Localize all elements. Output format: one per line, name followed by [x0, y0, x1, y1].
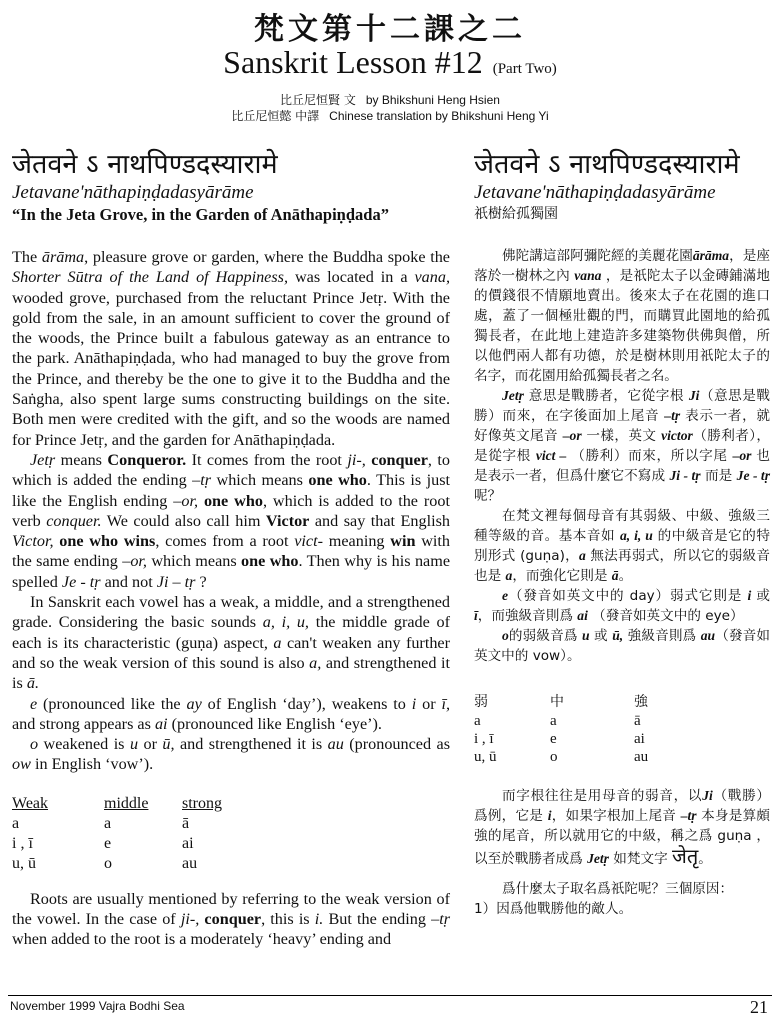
- chinese-column: [474, 148, 770, 919]
- text: Victor,: [12, 532, 54, 551]
- table-cell: i , ī: [474, 730, 494, 747]
- text: 強級音則爲: [623, 628, 701, 644]
- text: i: [747, 588, 752, 603]
- text: Je - tṛ: [736, 468, 770, 483]
- text: 呢？: [474, 488, 502, 504]
- text: conquer: [365, 450, 428, 469]
- text: Ji: [688, 388, 700, 403]
- title-part: (Part Two): [492, 61, 557, 77]
- text: ，是座落於一樹林之內: [474, 248, 771, 284]
- text: . Then why is his name spelled: [12, 552, 451, 591]
- english-body: [12, 247, 450, 775]
- transliteration: Jetavane'nāthapiṇḍadasyārāme: [12, 182, 254, 203]
- text: 1）因爲他戰勝他的敵人。: [474, 901, 633, 917]
- table-cell: au: [634, 748, 649, 765]
- transliteration: Jetavane'nāthapiṇḍadasyārāme: [474, 182, 716, 203]
- text: In Sanskrit each vowel has a weak, a middle, and a strengthened grade. Considering the basic sounds: [12, 593, 450, 632]
- column-header: Weak: [12, 794, 49, 812]
- chinese-title: 梵文第十二課之二: [254, 12, 526, 47]
- text: a: [273, 633, 282, 652]
- text: when added to the root is a moderately ‘heavy’ ending and: [12, 930, 392, 949]
- text: Je - tṛ: [61, 572, 101, 591]
- text: vana,: [414, 268, 450, 287]
- text: ，如果字根加上尾音: [551, 808, 681, 824]
- text: Jetṛ: [30, 450, 56, 469]
- text: –tṛ: [192, 471, 212, 490]
- text: , to which is added the ending: [12, 450, 451, 490]
- text: and not: [100, 572, 157, 591]
- paragraph: [474, 246, 770, 386]
- text: ū,: [162, 735, 175, 754]
- text: （發音如英文中的 day）弱式它則是: [508, 588, 748, 604]
- text: ai: [577, 608, 588, 623]
- text: (pronounced as: [343, 735, 451, 754]
- paragraph: [474, 386, 770, 506]
- table-header-row: [12, 793, 222, 815]
- text: 表示一者，就好像英文尾音: [474, 408, 770, 444]
- text: with the same ending: [12, 532, 451, 571]
- text: one who: [241, 552, 299, 571]
- devanagari-word: जेतृ: [672, 844, 699, 868]
- text: ji-,: [180, 910, 200, 929]
- table-row: [12, 815, 222, 835]
- text: a, i, u: [619, 528, 653, 543]
- text: –or,: [173, 491, 199, 510]
- table-row: [474, 748, 648, 766]
- table-cell: u, ū: [12, 854, 36, 872]
- table-cell: o: [550, 748, 558, 765]
- text: 而字根往往是用母音的弱音，以: [502, 788, 703, 804]
- table-cell: a: [104, 814, 112, 832]
- chinese-body: [474, 246, 770, 666]
- text: –tṛ: [680, 808, 697, 823]
- text: e: [30, 694, 38, 713]
- text: e: [502, 588, 509, 603]
- text: win: [390, 532, 416, 551]
- table-cell: ā: [182, 814, 190, 832]
- author-credit-en: by Bhikshuni Heng Hsien: [365, 93, 500, 107]
- text: i: [547, 808, 552, 823]
- text: （勝利）而來，所以字尾: [566, 448, 733, 464]
- table-cell: o: [104, 854, 112, 872]
- footer-issue: November 1999 Vajra Bodhi Sea: [10, 999, 185, 1013]
- text: We could also call him: [101, 511, 266, 530]
- table-cell: a: [12, 814, 20, 832]
- paragraph: [474, 626, 770, 666]
- text: –tṛ: [431, 910, 451, 929]
- text: ，而強化它則是: [512, 568, 612, 584]
- text: one who wins: [53, 532, 156, 551]
- text: one who: [308, 471, 367, 490]
- text: conquer.: [46, 511, 102, 530]
- paragraph: [12, 247, 450, 450]
- text: 意思是戰勝者，它從字根: [523, 388, 689, 404]
- text: ji-,: [347, 450, 366, 469]
- text: ay: [186, 694, 202, 713]
- footer-rule: [8, 995, 772, 996]
- table-cell: ā: [634, 712, 641, 729]
- column-header: middle: [104, 794, 149, 812]
- text: ai: [154, 714, 168, 733]
- table-row: [474, 712, 648, 730]
- text: ā: [611, 568, 619, 583]
- text: ū,: [612, 628, 624, 643]
- text: was located in a: [288, 268, 415, 287]
- text: or: [138, 735, 163, 754]
- page-number: 21: [750, 997, 768, 1017]
- text: Roots are usually mentioned by referring to the weak version of the vowel. In the case of: [12, 889, 450, 929]
- table-cell: e: [104, 834, 112, 852]
- text: ow: [12, 755, 31, 774]
- column-header: strong: [182, 794, 222, 812]
- text: Jetṛ: [587, 851, 609, 866]
- paragraph: [12, 889, 450, 950]
- translator-credit: [0, 107, 780, 124]
- text: vana: [574, 268, 602, 283]
- text: –or: [732, 448, 752, 463]
- text: victor: [661, 428, 693, 443]
- text: The: [12, 248, 42, 266]
- devanagari-heading: जेतवने ऽ नाथपिण्डदस्यारामे: [12, 149, 278, 180]
- text: 如梵文字: [608, 851, 673, 867]
- text: 。: [618, 568, 633, 584]
- author-credit-cn: 比丘尼恒賢 文: [280, 93, 356, 107]
- text: 。: [698, 851, 712, 867]
- text: Ji – tṛ: [156, 572, 196, 591]
- text: 佛陀講這部阿彌陀經的美麗花園: [502, 248, 693, 264]
- text: a: [578, 548, 586, 563]
- text: Shorter Sūtra of the Land of Happiness,: [12, 268, 289, 287]
- vowel-grade-table: [12, 793, 222, 875]
- text: 或: [589, 628, 613, 644]
- paragraph: [474, 586, 770, 626]
- translator-credit-en: Chinese translation by Bhikshuni Heng Yi: [329, 109, 549, 123]
- paragraph: [474, 879, 770, 919]
- text: ī,: [441, 694, 450, 713]
- text: vict –: [535, 448, 567, 463]
- text: （勝利者），是從字根: [474, 428, 770, 464]
- text: o: [30, 735, 39, 754]
- paragraph: [12, 450, 450, 592]
- text: weakened is: [38, 735, 130, 754]
- text: ī: [474, 608, 478, 623]
- table-cell: a: [474, 712, 481, 729]
- text: in English ‘vow’).: [30, 755, 154, 774]
- paragraph: [12, 694, 450, 735]
- text: one who: [198, 491, 263, 510]
- text: and strong appears as: [12, 714, 155, 733]
- text: vict-: [294, 532, 324, 551]
- text: . This is just like the English ending: [12, 471, 450, 510]
- text: o: [502, 628, 509, 643]
- text: ā.: [26, 674, 39, 693]
- text: u: [582, 628, 590, 643]
- column-header: 弱: [474, 694, 488, 710]
- column-header: 中: [550, 694, 564, 710]
- author-credit: [0, 91, 780, 108]
- text: ，是祇陀太子以金磚鋪滿地的價錢很不情願地賣出。後來太子在花園的進口處，蓋了一個極壯觀的門，而購買此園地的給孤獨長者，在此地上建造許多建築物供佛與僧，所以他們兩人都有功德，於是樹林則用祇陀太子的名字，而花園用給孤獨長者之名。: [474, 268, 770, 384]
- text: wooded grove, purchased from the reluctant Prince Jetṛ. With the gold from the sale, in an amount sufficient to cover the ground of the woods, the Prince built a fabulous gateway as an entrance to the park. Anāthapiṇḍada, who had managed to buy the grove from the Prince, and thereby be the one to give it to the Buddha and the Saṅgha, also spent large sums constructing buildings on the site. Both men were credited with the gift, and so the woods are named for Prince Jetṛ, and the garden for Anāthapiṇḍada.: [12, 288, 450, 449]
- title-text: Sanskrit Lesson #12: [223, 44, 483, 80]
- text: ārāma: [41, 248, 85, 266]
- vowel-grade-table-cn: [474, 690, 648, 766]
- text: 本身是算頗強的尾音，所以就用它的中級，稱之爲 guṇa ，以至於戰勝者成爲: [474, 808, 771, 867]
- text: a: [505, 568, 513, 583]
- text: Victor: [265, 511, 310, 530]
- chinese-body-continued: [474, 786, 770, 919]
- paragraph: [12, 734, 450, 775]
- table-row: [474, 730, 648, 748]
- text: means: [55, 450, 108, 469]
- chinese-translation: 祇樹給孤獨園: [474, 206, 558, 222]
- text: the middle grade of each is its characteristic (guṇa) aspect,: [12, 613, 451, 652]
- text: （發音如英文中的 eye）: [587, 608, 744, 624]
- english-body-continued: [12, 889, 450, 950]
- text: Conqueror.: [107, 450, 187, 469]
- text: （發音如英文中的 vow）。: [474, 628, 770, 664]
- column-header: 強: [634, 694, 648, 710]
- devanagari-heading: जेतवने ऽ नाथपिण्डदस्यारामे: [474, 149, 740, 180]
- table-row: [12, 835, 222, 855]
- page-title: [0, 44, 780, 81]
- text: Ji - tṛ: [669, 468, 701, 483]
- text: and strengthened it is: [12, 653, 450, 693]
- text: ，而強級音則爲: [477, 608, 578, 624]
- table-cell: u, ū: [474, 748, 497, 765]
- paragraph: [474, 786, 770, 869]
- text: a, i, u,: [262, 613, 309, 632]
- text: meaning: [323, 532, 391, 551]
- text: au: [327, 735, 344, 754]
- text: or: [416, 694, 442, 713]
- text: 一樣，英文: [581, 428, 662, 444]
- text: ?: [195, 572, 207, 591]
- text: au: [700, 628, 716, 643]
- table-cell: ai: [634, 730, 645, 747]
- text: （意思是戰勝）而來，在字後面加上尾音: [474, 388, 770, 424]
- text: (pronounced like English ‘eye’).: [167, 714, 382, 733]
- text: 也是表示一者，但爲什麼它不寫成: [474, 448, 770, 484]
- text: It comes from the root: [186, 450, 348, 469]
- text: Ji: [702, 788, 713, 803]
- text: u: [129, 735, 139, 754]
- paragraph: [474, 506, 770, 586]
- text: can't weaken any further and so the weak version of this sound is also: [12, 633, 450, 672]
- text: which means: [211, 471, 309, 490]
- text: 或: [751, 588, 770, 604]
- table-cell: au: [182, 854, 198, 872]
- text: and strengthened it is: [174, 735, 328, 754]
- text: 的弱級音爲: [508, 628, 583, 644]
- text: (pronounced like the: [37, 694, 187, 713]
- text: of English ‘day’), weakens to: [201, 694, 412, 713]
- text: , this is: [261, 910, 315, 929]
- table-header-row: [474, 690, 648, 712]
- table-cell: e: [550, 730, 557, 747]
- text: 無法再弱式，所以它的弱級音也是: [474, 548, 770, 584]
- text: ārāma: [692, 248, 730, 263]
- text: and say that English: [309, 511, 450, 530]
- text: –or: [562, 428, 582, 443]
- text: a,: [309, 653, 322, 672]
- table-row: [12, 855, 222, 875]
- text: Jetṛ: [502, 388, 524, 403]
- text: , pleasure grove or garden, where the Buddha spoke the: [84, 248, 450, 266]
- english-translation: “In the Jeta Grove, in the Garden of Anāthapiṇḍada”: [12, 205, 389, 224]
- text: which means: [146, 552, 242, 571]
- translator-credit-cn: 比丘尼恒懿 中譯: [231, 109, 320, 123]
- text: i.: [314, 910, 324, 929]
- table-cell: ai: [182, 834, 194, 852]
- english-column: [12, 148, 450, 950]
- text: 的中級音是它的特別形式 (guṇa)，: [474, 528, 770, 564]
- text: 在梵文裡每個母音有其弱級、中級、強級三種等級的音。基本音如: [474, 508, 770, 544]
- table-cell: a: [550, 712, 557, 729]
- text: , which is added to the root verb: [12, 491, 450, 530]
- text: , comes from a root: [155, 532, 295, 551]
- paragraph: [12, 592, 450, 693]
- text: –or,: [122, 552, 147, 571]
- text: i: [411, 694, 417, 713]
- text: （戰勝）爲例，它是: [474, 788, 771, 824]
- text: –tṛ: [664, 408, 681, 423]
- text: conquer: [199, 910, 262, 929]
- text: But the ending: [323, 910, 432, 929]
- text: 爲什麼太子取名爲祇陀呢？三個原因：: [502, 881, 734, 897]
- text: 而是: [700, 468, 737, 484]
- table-cell: i , ī: [12, 834, 33, 852]
